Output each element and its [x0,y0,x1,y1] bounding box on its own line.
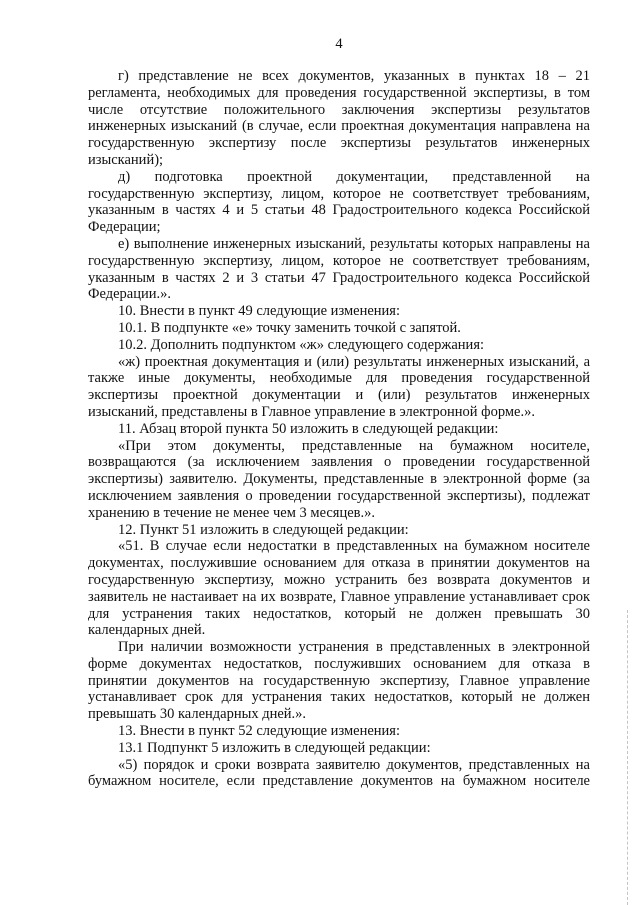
paragraph-point-51-continued: При наличии возможности устранения в представленных в электронной форме документах недостатков, послуживших основанием для отказа в принятии документов на государственную экспертизу, Главное управление устанавливает срок для устранения таких недостатков, который не должен превышать 30 календарных дней.». [88,639,590,723]
paragraph-section-12: 12. Пункт 51 изложить в следующей редакции: [118,521,409,538]
paragraph-section-13-1: 13.1 Подпункт 5 изложить в следующей редакции: [118,739,431,756]
paragraph-subpoint-5: «5) порядок и сроки возврата заявителю документов, представленных на бумажном носителе, если представление документов на бумажном носителе [88,756,590,790]
paragraph-item-zh: «ж) проектная документация и (или) результаты инженерных изысканий, а также иные документы, необходимые для проведения государственной экспертизы проектной документации и (или) результатов инженерных изысканий, представлены в Главное управление в электронной форме.». [88,353,590,420]
paragraph-section-10: 10. Внести в пункт 49 следующие изменения: [118,303,400,320]
paragraph-section-10-2: 10.2. Дополнить подпунктом «ж» следующего содержания: [118,336,485,353]
paragraph-section-11-text: «При этом документы, представленные на бумажном носителе, возвращаются (за исключением заявления о проведении государственной экспертизы) заявителю. Документы, представленные в электронной форме (за исключением заявления о проведении государственной экспертизы), подлежат хранению в течение не менее чем 3 месяцев.». [88,437,590,521]
paragraph-section-11: 11. Абзац второй пункта 50 изложить в следующей редакции: [118,420,499,437]
paragraph-section-13: 13. Внести в пункт 52 следующие изменения: [118,723,400,740]
paragraph-item-e: е) выполнение инженерных изысканий, результаты которых направлены на государственную экспертизу, лицом, которое не соответствует требованиям, указанным в частях 2 и 3 статьи 47 Градостроительного кодекса Российской Федерации.». [88,235,590,303]
binding-edge-line [627,610,628,905]
document-body [88,68,590,790]
paragraph-item-d: д) подготовка проектной документации, представленной на государственную экспертизу, лицом, которое не соответствует требованиям, указанным в частях 4 и 5 статьи 48 Градостроительного кодекса Российской Федерации; [88,168,590,236]
paragraph-point-51: «51. В случае если недостатки в представленных на бумажном носителе документах, послужившие основанием для отказа в принятии документов на государственную экспертизу, можно устранить без возврата документов и заявитель не настаивает на их возврате, Главное управление устанавливает срок для устранения таких недостатков, который не должен превышать 30 календарных дней. [88,538,590,639]
page-number: 4 [335,36,343,52]
paragraph-section-10-1: 10.1. В подпункте «е» точку заменить точкой с запятой. [118,319,461,336]
paragraph-item-g: г) представление не всех документов, указанных в пунктах 18 – 21 регламента, необходимых для проведения государственной экспертизы, в том числе отсутствие положительного заключения экспертизы результатов инженерных изысканий (в случае, если проектная документация направлена на государственную экспертизу после экспертизы результатов инженерных изысканий); [88,68,590,168]
